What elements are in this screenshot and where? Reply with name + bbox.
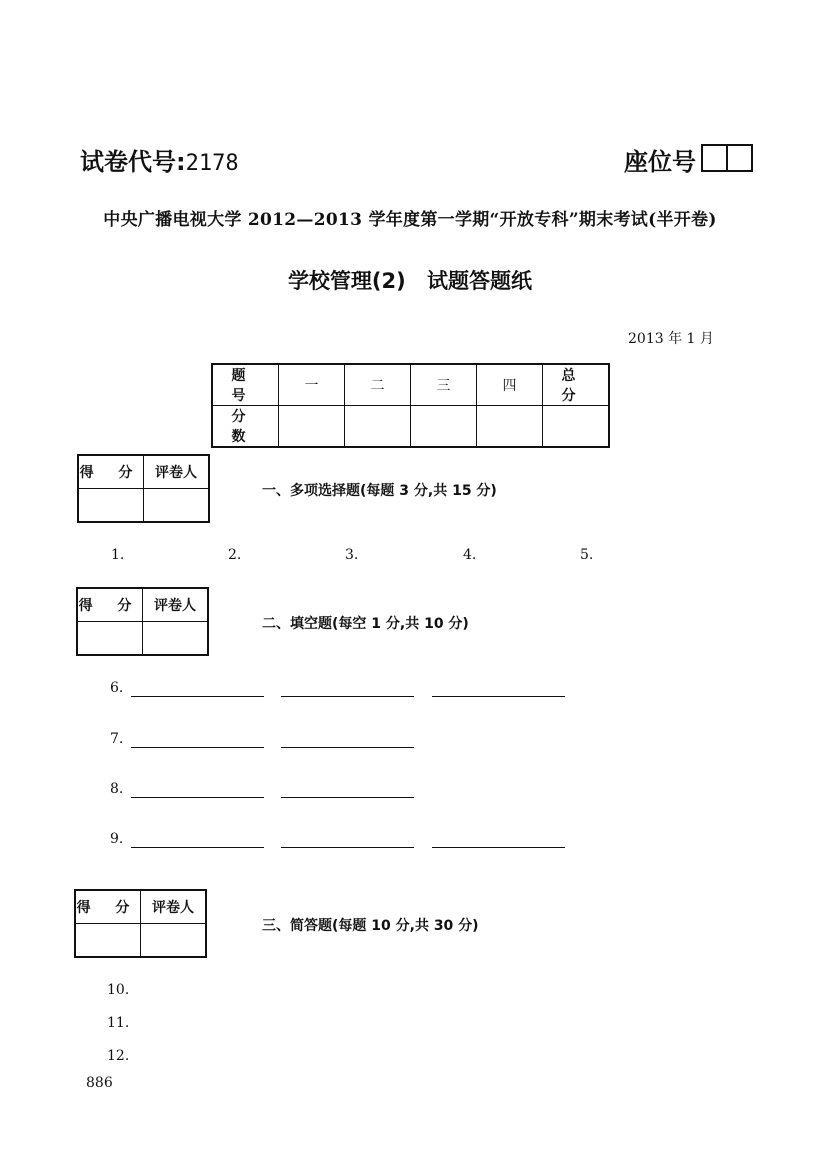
grader-label: 评卷人 xyxy=(141,890,207,924)
question-number: 1. xyxy=(111,547,125,563)
section-title: 二、填空题(每空 1 分,共 10 分) xyxy=(262,616,469,632)
question-number: 7. xyxy=(110,731,124,747)
seat-box[interactable] xyxy=(728,144,753,172)
score-table-score-row xyxy=(212,406,609,448)
score-entry-cell[interactable] xyxy=(543,406,610,448)
answer-blank[interactable] xyxy=(131,797,264,798)
grader-score-cell[interactable] xyxy=(77,622,143,656)
grader-score-cell[interactable] xyxy=(75,924,141,958)
grader-name-cell[interactable] xyxy=(144,489,210,523)
question-number: 2. xyxy=(228,547,242,563)
seat-number-label: 座位号 xyxy=(624,148,696,176)
seat-number-boxes[interactable] xyxy=(701,144,753,172)
grader-score-label: 得 分 xyxy=(75,890,141,924)
score-entry-cell[interactable] xyxy=(411,406,477,448)
section-title: 三、简答题(每题 10 分,共 30 分) xyxy=(262,918,479,934)
score-table-cell: 题 号 xyxy=(212,364,279,406)
grader-name-cell[interactable] xyxy=(141,924,207,958)
answer-blank[interactable] xyxy=(131,747,264,748)
answer-blank[interactable] xyxy=(432,847,565,848)
grader-score-label: 得 分 xyxy=(78,455,144,489)
seat-box[interactable] xyxy=(701,144,728,172)
grader-box xyxy=(77,454,210,523)
question-number: 10. xyxy=(107,982,130,998)
answer-blank[interactable] xyxy=(131,696,264,697)
exam-date: 2013 年 1 月 xyxy=(628,331,714,347)
grader-label: 评卷人 xyxy=(144,455,210,489)
grader-box xyxy=(76,587,209,656)
score-table-cell: 二 xyxy=(345,364,411,406)
university-line: 中央广播电视大学 2012—2013 学年度第一学期“开放专科”期末考试(半开卷) xyxy=(103,210,717,230)
question-number: 6. xyxy=(110,680,124,696)
question-number: 4. xyxy=(463,547,477,563)
grader-label: 评卷人 xyxy=(143,588,209,622)
score-entry-cell[interactable] xyxy=(477,406,543,448)
answer-blank[interactable] xyxy=(432,696,565,697)
answer-blank[interactable] xyxy=(281,797,414,798)
score-table-header-row xyxy=(212,364,609,406)
question-number: 5. xyxy=(580,547,594,563)
paper-title: 学校管理(2) 试题答题纸 xyxy=(287,269,533,293)
grader-score-label: 得 分 xyxy=(77,588,143,622)
score-table xyxy=(211,363,610,448)
question-number: 3. xyxy=(345,547,359,563)
score-table-cell: 三 xyxy=(411,364,477,406)
section-title: 一、多项选择题(每题 3 分,共 15 分) xyxy=(262,483,497,499)
exam-code-value: 2178 xyxy=(185,151,239,176)
answer-blank[interactable] xyxy=(281,747,414,748)
question-number: 8. xyxy=(110,781,124,797)
score-table-cell: 一 xyxy=(279,364,345,406)
grader-score-cell[interactable] xyxy=(78,489,144,523)
score-table-cell: 四 xyxy=(477,364,543,406)
page-number: 886 xyxy=(86,1075,113,1091)
score-entry-cell[interactable] xyxy=(279,406,345,448)
question-number: 9. xyxy=(110,831,124,847)
exam-code-label: 试卷代号: xyxy=(80,148,186,176)
score-entry-cell[interactable] xyxy=(345,406,411,448)
question-number: 12. xyxy=(107,1048,130,1064)
answer-blank[interactable] xyxy=(131,847,264,848)
score-table-cell: 总 分 xyxy=(543,364,610,406)
answer-blank[interactable] xyxy=(281,847,414,848)
answer-blank[interactable] xyxy=(281,696,414,697)
grader-name-cell[interactable] xyxy=(143,622,209,656)
score-table-cell: 分 数 xyxy=(212,406,279,448)
exam-code xyxy=(80,142,239,177)
question-number: 11. xyxy=(107,1015,130,1031)
grader-box xyxy=(74,889,207,958)
